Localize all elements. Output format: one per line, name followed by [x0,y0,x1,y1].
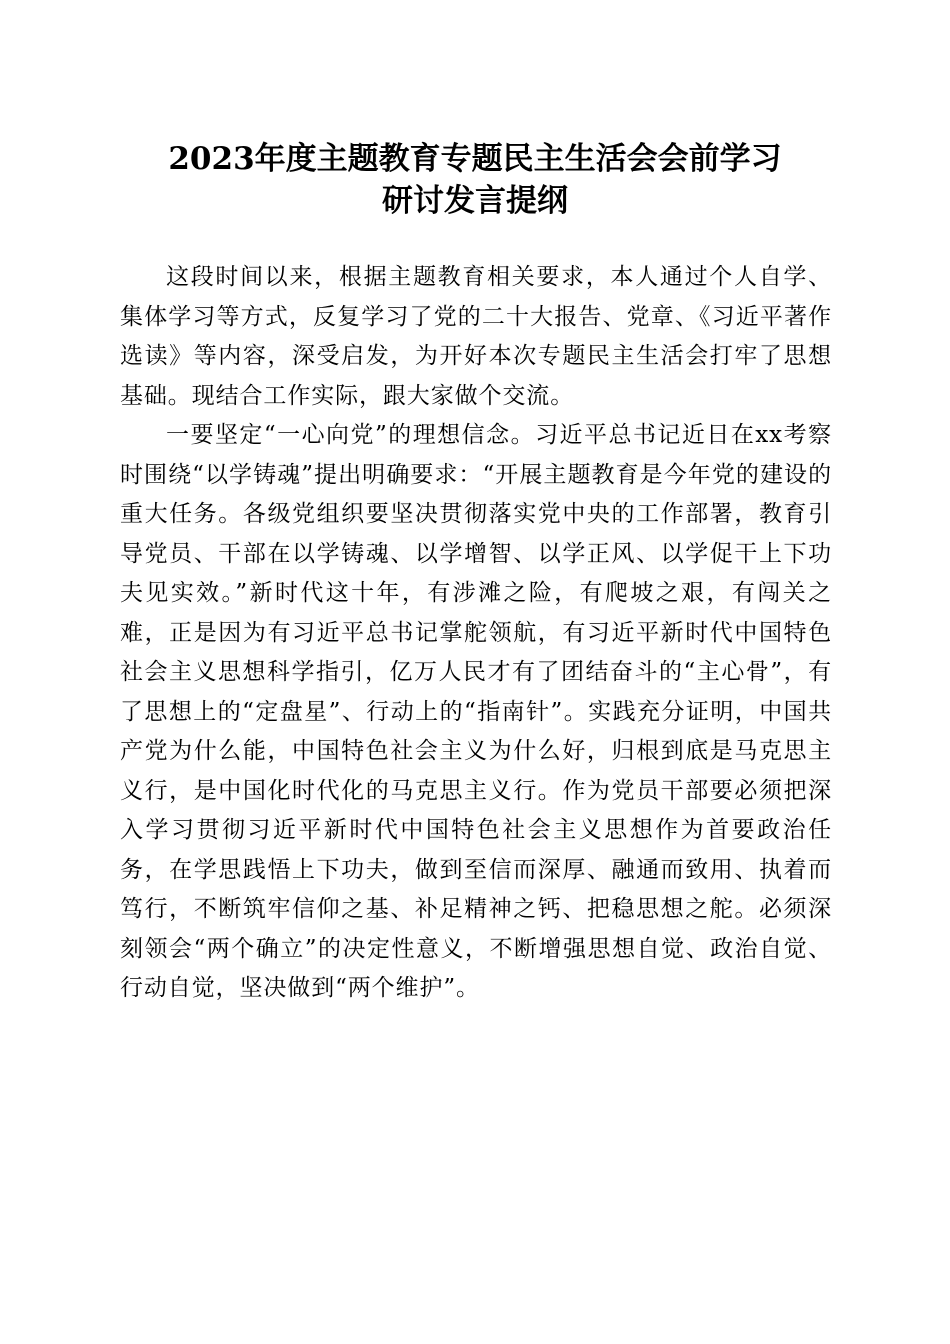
title-line-2: 研讨发言提纲 [382,183,568,219]
document-body [120,258,832,1009]
paragraph-point-one: 一要坚定“一心向党”的理想信念。习近平总书记近日在xx考察时围绕“以学铸魂”提出明确要求：“开展主题教育是今年党的建设的重大任务。各级党组织要坚决贯彻落实党中央的工作部署，教育引导党员、干部在以学铸魂、以学增智、以学正风、以学促干上下功夫见实效。”新时代这十年，有涉滩之险，有爬坡之艰，有闯关之难，正是因为有习近平总书记掌舵领航，有习近平新时代中国特色社会主义思想科学指引，亿万人民才有了团结奋斗的“主心骨”，有了思想上的“定盘星”、行动上的“指南针”。实践充分证明，中国共产党为什么能，中国特色社会主义为什么好，归根到底是马克思主义行，是中国化时代化的马克思主义行。作为党员干部要必须把深入学习贯彻习近平新时代中国特色社会主义思想作为首要政治任务，在学思践悟上下功夫，做到至信而深厚、融通而致用、执着而笃行，不断筑牢信仰之基、补足精神之钙、把稳思想之舵。必须深刻领会“两个确立”的决定性意义，不断增强思想自觉、政治自觉、行动自觉，坚决做到“两个维护”。 [120,422,832,1001]
document-title [110,138,840,222]
title-line-1: 2023年度主题教育专题民主生活会会前学习 [168,141,782,177]
paragraph-intro: 这段时间以来，根据主题教育相关要求，本人通过个人自学、集体学习等方式，反复学习了党的二十大报告、党章、《习近平著作选读》等内容，深受启发，为开好本次专题民主生活会打牢了思想基础。现结合工作实际，跟大家做个交流。 [120,264,832,409]
